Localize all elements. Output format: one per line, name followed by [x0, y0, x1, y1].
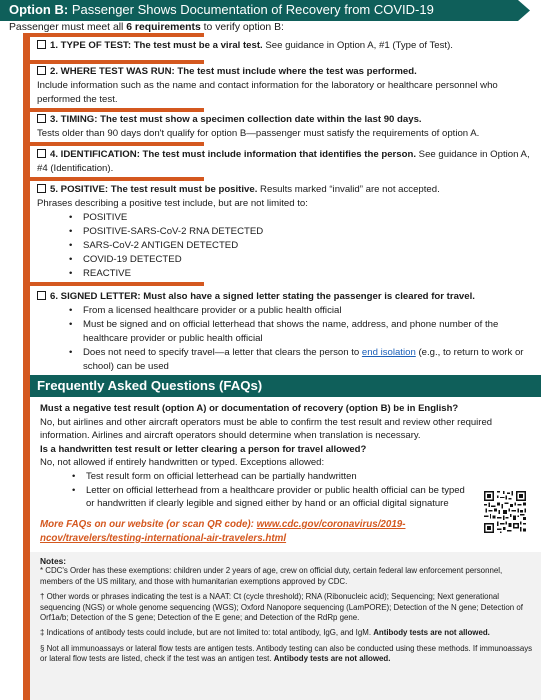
requirement-5: 5. POSITIVE: The test result must be positive. Results marked “invalid” are not accepted. Phrases describing a positive test include, but are not limited to: • POSITIVE • POSITIVE-SARS-CoV-2 RNA DETECTED • SARS-CoV-2 ANTIGEN DETECTED • COVID-19 DETECTED • REACTIVE — [37, 183, 533, 281]
requirement-2: 2. WHERE TEST WAS RUN: The test must include where the test was performed. Include information such as the name and contact information for the laboratory or healthcare personnel who performed the test. — [37, 65, 533, 107]
checkbox-icon[interactable] — [37, 149, 46, 158]
note-antibody: ‡ Indications of antibody tests could include, but are not limited to: total antibody, IgG, and IgM. Antibody tests are not allowed. — [40, 628, 490, 638]
qr-code-icon[interactable] — [484, 491, 526, 533]
checkbox-icon[interactable] — [37, 291, 46, 300]
checkbox-icon[interactable] — [37, 66, 46, 75]
accent-rule — [23, 177, 204, 181]
notes-title: Notes: — [40, 556, 67, 566]
list-item: • From a licensed healthcare provider or a public health official — [69, 304, 533, 318]
requirement-5-body: Phrases describing a positive test include, but are not limited to: — [37, 198, 308, 209]
more-faqs: More FAQs on our website (or scan QR code): www.cdc.gov/coronavirus/2019-ncov/travelers/testing-international-air-travelers.html — [40, 519, 406, 544]
checkbox-icon[interactable] — [37, 114, 46, 123]
faq-answer-1: No, but airlines and other aircraft operators must be able to confirm the test result and review other required information. Airlines and aircraft operators should determine when translation is necessary. — [40, 416, 493, 442]
option-b-banner — [0, 0, 541, 21]
accent-rule — [23, 33, 204, 37]
checkbox-icon[interactable] — [37, 184, 46, 193]
faq-exceptions-list — [72, 470, 472, 511]
accent-rule — [23, 282, 204, 286]
notes — [40, 556, 534, 670]
accent-rule — [23, 108, 204, 112]
note-naat-terms: † Other words or phrases indicating the test is a NAAT: Ct (cycle threshold); RNA (Ribonucleic acid); Sequencing; Next generational sequencing (NGS) or whole genome sequencing (WGS); Oxford Nanopore sequencing (LamPORE); Detection of the N gene; Detection of Orf1a/b; Detection of the S gene; Detection of the E gene; and Detection of the RdRp gene. — [40, 592, 523, 623]
note-immunoassay: § Not all immunoassays or lateral flow tests are antigen tests. Antibody testing can also be conducted using these methods. If immunoassays or lateral flow tests are listed, check if the test was an antigen test. Antibody tests are not allowed. — [40, 643, 533, 664]
list-item: • Does not need to specify travel—a letter that clears the person to end isolation (e.g., to return to work or school) can be used — [69, 346, 533, 374]
faq-question-2: Is a handwritten test result or letter clearing a person for travel allowed? — [40, 443, 367, 455]
list-item: • COVID-19 DETECTED — [69, 253, 533, 267]
list-item: • POSITIVE — [69, 211, 533, 225]
requirement-3: 3. TIMING: The test must show a specimen collection date within the last 90 days. Tests older than 90 days don't qualify for option B—passenger must satisfy the requirements of option A. — [37, 113, 533, 141]
requirement-2-body: Include information such as the name and contact information for the laboratory or healthcare personnel who performed the test. — [37, 80, 498, 105]
positive-phrases-list — [69, 211, 533, 281]
note-exemptions: * CDC's Order has these exemptions: children under 2 years of age, crew on official duty, certain federal law enforcement personnel, members of the US military, and those with humanitarian exemptions approved by CDC. — [40, 566, 503, 586]
end-isolation-link[interactable]: end isolation — [361, 347, 416, 358]
list-item: • REACTIVE — [69, 267, 533, 281]
faq-website-link[interactable]: www.cdc.gov/coronavirus/2019-ncov/travelers/testing-international-air-travelers.html — [40, 519, 406, 544]
accent-rule — [23, 60, 204, 64]
list-item: • Letter on official letterhead from a healthcare provider or public health official can be typed or handwritten if clearly legible and signed either by hand or an official digital signature — [72, 484, 472, 511]
accent-spine — [23, 33, 30, 700]
list-item: • POSITIVE-SARS-CoV-2 RNA DETECTED — [69, 225, 533, 239]
requirement-6: 6. SIGNED LETTER: Must also have a signed letter stating the passenger is cleared for travel. • From a licensed healthcare provider or a public health official • Must be signed and on official letterhead that shows the name, address, and phone number of the healthcare provider or public health official • Does not need to specify travel—a letter that clears the person to end isolation (e.g., to return to work or school) can be used — [37, 290, 533, 374]
requirement-3-body: Tests older than 90 days don't qualify for option B—passenger must satisfy the requirements of option A. — [37, 128, 480, 139]
list-item: • SARS-CoV-2 ANTIGEN DETECTED — [69, 239, 533, 253]
accent-rule — [23, 142, 204, 146]
intro-text: Passenger must meet all 6 requirements to verify option B: — [9, 22, 284, 33]
faq-question-1: Must a negative test result (option A) or documentation of recovery (option B) be in English? — [40, 403, 459, 414]
faq-content — [40, 402, 536, 511]
banner-title: Option B: Passenger Shows Documentation of Recovery from COVID-19 — [9, 2, 434, 17]
requirement-4: 4. IDENTIFICATION: The test must include information that identifies the person. See guidance in Option A, #4 (Identification). — [37, 149, 530, 174]
list-item: • Must be signed and on official letterhead that shows the name, address, and phone number of the healthcare provider or public health official — [69, 318, 533, 346]
list-item: • Test result form on official letterhead can be partially handwritten — [72, 470, 472, 484]
requirement-1: 1. TYPE OF TEST: The test must be a viral test. See guidance in Option A, #1 (Type of Test). — [37, 39, 533, 53]
faq-header: Frequently Asked Questions (FAQs) — [30, 375, 541, 397]
faq-answer-2: No, not allowed if entirely handwritten or typed. Exceptions allowed: — [40, 457, 325, 469]
signed-letter-list — [69, 304, 533, 374]
checkbox-icon[interactable] — [37, 40, 46, 49]
